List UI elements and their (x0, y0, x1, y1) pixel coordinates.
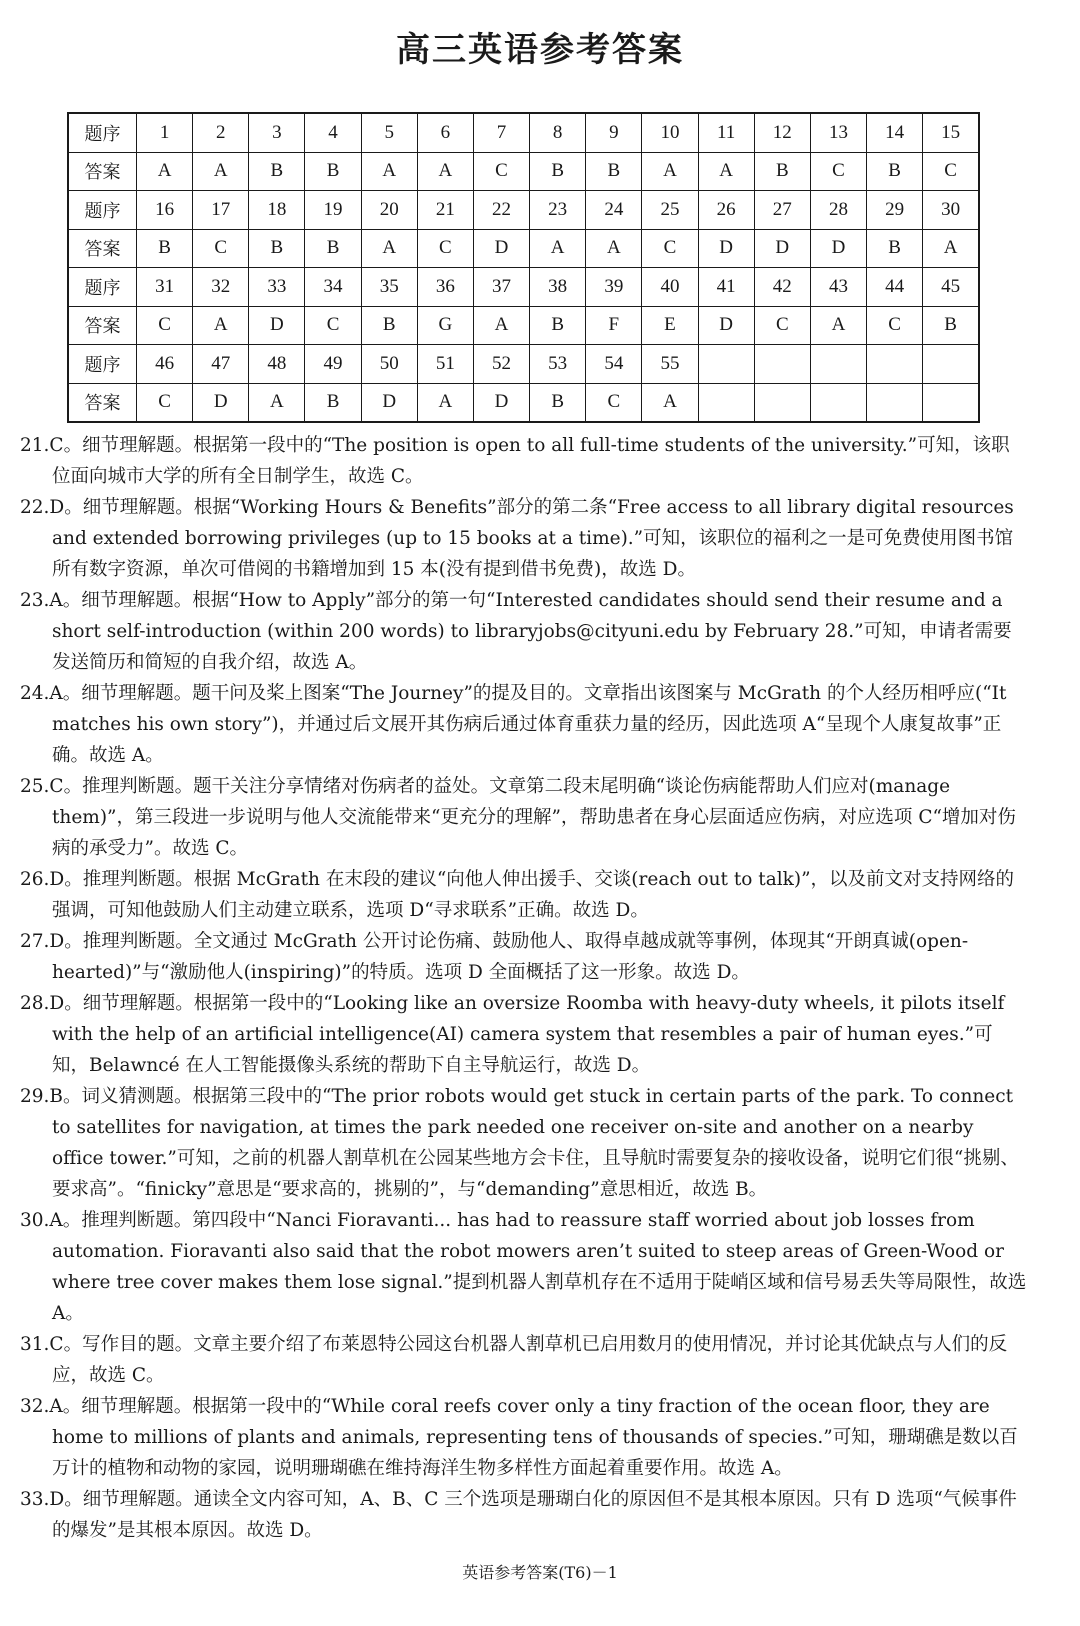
question-number-cell: 17 (193, 191, 249, 230)
question-number-cell: 9 (586, 113, 642, 152)
answer-cell: A (417, 383, 473, 422)
question-number-cell: 42 (754, 268, 810, 307)
answer-cell: D (361, 383, 417, 422)
answer-cell: A (810, 306, 866, 345)
answer-cell: B (305, 152, 361, 191)
question-number-cell: 28 (810, 191, 866, 230)
answer-cell: B (305, 383, 361, 422)
answer-cell: C (417, 229, 473, 268)
answer-cell: B (586, 152, 642, 191)
question-number-cell: 39 (586, 268, 642, 307)
question-number-cell: 47 (193, 345, 249, 384)
answer-cell: G (417, 306, 473, 345)
answer-cell: D (473, 229, 529, 268)
answer-cell: A (586, 229, 642, 268)
answer-cell: B (923, 306, 979, 345)
question-number-cell: 1 (137, 113, 193, 152)
question-number-cell: 43 (810, 268, 866, 307)
question-number-cell: 45 (923, 268, 979, 307)
explanation-item: 22.D。细节理解题。根据“Working Hours & Benefits”部分的第二条“Free access to all library digital resources and extended borrowing privileges (up to 15 books at a time).”可知，该职位的福利之一是可免费使用图书馆所有数字资源，单次可借阅的书籍增加到 15 本(没有提到借书免费)，故选 D。 (20, 497, 1014, 580)
question-number-cell: 54 (586, 345, 642, 384)
page-footer: 英语参考答案(T6)－1 (462, 1563, 618, 1582)
explanation-list (20, 430, 1028, 1546)
question-number-cell: 44 (867, 268, 923, 307)
answer-cell: B (867, 229, 923, 268)
question-number-cell: 41 (698, 268, 754, 307)
answer-cell (923, 383, 979, 422)
row-label: 答案 (68, 383, 137, 422)
question-number-cell: 38 (530, 268, 586, 307)
answer-cell: A (193, 306, 249, 345)
question-number-cell: 2 (193, 113, 249, 152)
answer-table (67, 112, 980, 423)
table-row (68, 113, 979, 152)
explanation-item: 30.A。推理判断题。第四段中“Nanci Fioravanti... has had to reassure staff worried about job losses from automation. Fioravanti also said that the robot mowers aren’t suited to steep areas of Green-Wood or where tree cover makes them lose signal.”提到机器人割草机存在不适用于陡峭区域和信号易丢失等局限性，故选 A。 (20, 1210, 1027, 1324)
question-number-cell: 22 (473, 191, 529, 230)
answer-cell: D (810, 229, 866, 268)
answer-cell: B (249, 229, 305, 268)
answer-cell: B (530, 306, 586, 345)
question-number-cell: 20 (361, 191, 417, 230)
question-number-cell: 46 (137, 345, 193, 384)
question-number-cell: 36 (417, 268, 473, 307)
answer-cell: B (530, 152, 586, 191)
question-number-cell: 55 (642, 345, 698, 384)
answer-cell: B (754, 152, 810, 191)
question-number-cell: 3 (249, 113, 305, 152)
explanation-item: 26.D。推理判断题。根据 McGrath 在末段的建议“向他人伸出援手、交谈(reach out to talk)”，以及前文对支持网络的强调，可知他鼓励人们主动建立联系，选项 D“寻求联系”正确。故选 D。 (20, 869, 1015, 921)
question-number-cell: 11 (698, 113, 754, 152)
question-number-cell: 31 (137, 268, 193, 307)
answer-cell (754, 383, 810, 422)
question-number-cell: 51 (417, 345, 473, 384)
answer-cell: B (361, 306, 417, 345)
table-row (68, 268, 979, 307)
answer-cell: C (305, 306, 361, 345)
question-number-cell: 34 (305, 268, 361, 307)
question-number-cell (754, 345, 810, 384)
row-label: 题序 (68, 345, 137, 384)
answer-cell: B (530, 383, 586, 422)
question-number-cell: 40 (642, 268, 698, 307)
table-row (68, 345, 979, 384)
question-number-cell: 6 (417, 113, 473, 152)
answer-cell: C (642, 229, 698, 268)
answer-cell: D (698, 306, 754, 345)
question-number-cell: 19 (305, 191, 361, 230)
answer-cell: A (473, 306, 529, 345)
answer-cell (698, 383, 754, 422)
question-number-cell: 18 (249, 191, 305, 230)
answer-cell: C (754, 306, 810, 345)
answer-cell: A (642, 152, 698, 191)
row-label: 答案 (68, 229, 137, 268)
question-number-cell: 53 (530, 345, 586, 384)
answer-cell: A (642, 383, 698, 422)
table-row (68, 383, 979, 422)
explanation-item: 31.C。写作目的题。文章主要介绍了布莱恩特公园这台机器人割草机已启用数月的使用情况，并讨论其优缺点与人们的反应，故选 C。 (20, 1334, 1008, 1386)
row-label: 答案 (68, 152, 137, 191)
question-number-cell: 15 (923, 113, 979, 152)
row-label: 题序 (68, 113, 137, 152)
question-number-cell: 23 (530, 191, 586, 230)
explanation-item: 29.B。词义猜测题。根据第三段中的“The prior robots would get stuck in certain parts of the park. To connect to satellites for navigation, at times the park needed one receiver on-site and another on a nearby office tower.”可知，之前的机器人割草机在公园某些地方会卡住，且导航时需要复杂的接收设备，说明它们很“挑剔、要求高”。“finicky”意思是“要求高的，挑剔的”，与“demanding”意思相近，故选 B。 (20, 1086, 1019, 1200)
explanation-item: 28.D。细节理解题。根据第一段中的“Looking like an oversize Roomba with heavy-duty wheels, it pilots itself with the help of an artificial intelligence(AI) camera system that resembles a pair of human eyes.”可知，Belawncé 在人工智能摄像头系统的帮助下自主导航运行，故选 D。 (20, 993, 1005, 1076)
answer-cell: C (810, 152, 866, 191)
explanation-item: 32.A。细节理解题。根据第一段中的“While coral reefs cover only a tiny fraction of the ocean floor, they are home to millions of plants and animals, representing tens of thousands of species.”可知，珊瑚礁是数以百万计的植物和动物的家园，说明珊瑚礁在维持海洋生物多样性方面起着重要作用。故选 A。 (20, 1396, 1018, 1479)
explanation-item: 21.C。细节理解题。根据第一段中的“The position is open to all full-time students of the university.”可知，该职位面向城市大学的所有全日制学生，故选 C。 (20, 435, 1010, 487)
answer-cell: A (923, 229, 979, 268)
question-number-cell: 29 (867, 191, 923, 230)
answer-cell: D (473, 383, 529, 422)
question-number-cell: 13 (810, 113, 866, 152)
answer-cell: D (193, 383, 249, 422)
answer-cell: B (249, 152, 305, 191)
question-number-cell: 5 (361, 113, 417, 152)
answer-cell: A (193, 152, 249, 191)
question-number-cell: 48 (249, 345, 305, 384)
question-number-cell: 4 (305, 113, 361, 152)
table-row (68, 191, 979, 230)
question-number-cell: 49 (305, 345, 361, 384)
answer-cell: D (754, 229, 810, 268)
answer-cell: B (305, 229, 361, 268)
question-number-cell (810, 345, 866, 384)
answer-cell: A (249, 383, 305, 422)
question-number-cell (698, 345, 754, 384)
question-number-cell: 52 (473, 345, 529, 384)
question-number-cell: 7 (473, 113, 529, 152)
question-number-cell: 37 (473, 268, 529, 307)
question-number-cell (923, 345, 979, 384)
question-number-cell: 16 (137, 191, 193, 230)
answer-cell: C (473, 152, 529, 191)
answer-cell: F (586, 306, 642, 345)
answer-cell: C (193, 229, 249, 268)
answer-cell: B (137, 229, 193, 268)
answer-cell (810, 383, 866, 422)
question-number-cell: 12 (754, 113, 810, 152)
explanation-item: 23.A。细节理解题。根据“How to Apply”部分的第一句“Interested candidates should send their resume and a short self-introduction (within 200 words) to libraryjobs@cityuni.edu by February 28.”可知，申请者需要发送简历和简短的自我介绍，故选 A。 (20, 590, 1012, 673)
question-number-cell: 35 (361, 268, 417, 307)
page-title: 高三英语参考答案 (396, 30, 684, 70)
question-number-cell: 24 (586, 191, 642, 230)
table-row (68, 152, 979, 191)
answer-cell: A (530, 229, 586, 268)
table-row (68, 306, 979, 345)
answer-cell: A (417, 152, 473, 191)
row-label: 题序 (68, 191, 137, 230)
answer-cell: C (137, 383, 193, 422)
answer-cell: B (867, 152, 923, 191)
question-number-cell: 32 (193, 268, 249, 307)
answer-cell: A (137, 152, 193, 191)
question-number-cell: 21 (417, 191, 473, 230)
question-number-cell: 33 (249, 268, 305, 307)
explanation-item: 27.D。推理判断题。全文通过 McGrath 公开讨论伤痛、鼓励他人、取得卓越成就等事例，体现其“开朗真诚(open-hearted)”与“激励他人(inspiring)”的特质。选项 D 全面概括了这一形象。故选 D。 (20, 931, 969, 983)
answer-cell: C (586, 383, 642, 422)
question-number-cell: 25 (642, 191, 698, 230)
table-row (68, 229, 979, 268)
answer-cell: C (137, 306, 193, 345)
answer-cell: A (698, 152, 754, 191)
question-number-cell: 26 (698, 191, 754, 230)
question-number-cell: 30 (923, 191, 979, 230)
row-label: 答案 (68, 306, 137, 345)
question-number-cell: 14 (867, 113, 923, 152)
question-number-cell (867, 345, 923, 384)
question-number-cell: 8 (530, 113, 586, 152)
answer-cell: E (642, 306, 698, 345)
question-number-cell: 50 (361, 345, 417, 384)
answer-cell: A (361, 229, 417, 268)
answer-cell: D (249, 306, 305, 345)
answer-cell: C (923, 152, 979, 191)
answer-cell: D (698, 229, 754, 268)
explanation-item: 25.C。推理判断题。题干关注分享情绪对伤病者的益处。文章第二段末尾明确“谈论伤病能帮助人们应对(manage them)”，第三段进一步说明与他人交流能带来“更充分的理解”，帮助患者在身心层面适应伤病，对应选项 C“增加对伤病的承受力”。故选 C。 (20, 776, 1016, 859)
explanation-item: 33.D。细节理解题。通读全文内容可知，A、B、C 三个选项是珊瑚白化的原因但不是其根本原因。只有 D 选项“气候事件的爆发”是其根本原因。故选 D。 (20, 1489, 1017, 1541)
answer-cell: A (361, 152, 417, 191)
answer-cell (867, 383, 923, 422)
question-number-cell: 10 (642, 113, 698, 152)
row-label: 题序 (68, 268, 137, 307)
answer-cell: C (867, 306, 923, 345)
explanation-item: 24.A。细节理解题。题干问及桨上图案“The Journey”的提及目的。文章指出该图案与 McGrath 的个人经历相呼应(“It matches his own story”)，并通过后文展开其伤病后通过体育重获力量的经历，因此选项 A“呈现个人康复故事”正确。故选 A。 (20, 683, 1007, 766)
question-number-cell: 27 (754, 191, 810, 230)
